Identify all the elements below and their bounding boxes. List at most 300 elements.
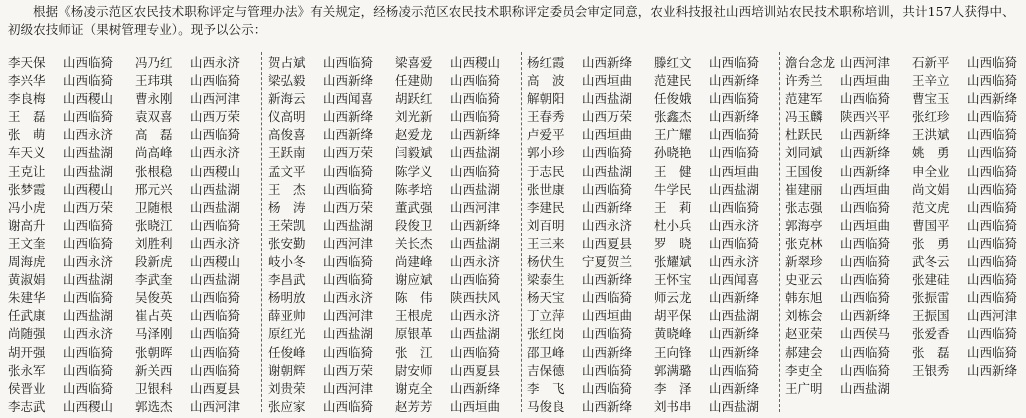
person-name: 任俊峰 (268, 344, 306, 360)
location: 山西垣曲 (582, 308, 633, 324)
person-name: 范文虎 (912, 199, 950, 215)
person-name: 袁双喜 (135, 109, 173, 125)
location: 山西临猗 (450, 272, 501, 288)
list-row (785, 163, 1025, 181)
location: 山西盐湖 (450, 326, 501, 342)
list-row (785, 217, 1025, 235)
location: 山西新绛 (582, 55, 633, 70)
list-row (785, 90, 1025, 108)
list-row (527, 108, 775, 126)
person-name: 范建军 (785, 91, 823, 107)
location: 山西垣曲 (582, 73, 633, 89)
person-name: 张 萌 (8, 127, 46, 143)
list-row (527, 54, 775, 72)
location: 山西临猗 (323, 254, 374, 270)
location: 山西临猗 (840, 290, 891, 306)
person-name: 刘同斌 (785, 145, 823, 161)
person-name: 武冬云 (912, 254, 950, 270)
person-name: 吉保德 (527, 362, 565, 378)
person-name: 张根稳 (135, 163, 173, 179)
person-name: 任俊娥 (654, 91, 692, 107)
person-name: 卫随根 (135, 199, 173, 215)
location: 山西临猗 (323, 344, 374, 360)
person-name: 张 勇 (912, 235, 950, 251)
location: 山西临猗 (190, 127, 241, 143)
location: 山西临猗 (840, 254, 891, 270)
person-name: 高俊喜 (268, 127, 306, 143)
location: 山西永济 (63, 127, 114, 143)
person-name: 杨伏生 (527, 254, 565, 270)
person-name: 赵芳芳 (395, 398, 433, 414)
list-row (268, 144, 516, 162)
location: 山西临猗 (450, 163, 501, 179)
location: 山西永济 (190, 145, 241, 161)
location: 山西永济 (709, 254, 760, 270)
list-row (8, 72, 256, 90)
location: 山西河津 (323, 235, 374, 251)
person-name: 杜跃民 (785, 127, 823, 143)
person-name: 郭满璐 (654, 362, 692, 378)
list-row (268, 163, 516, 181)
person-name: 丁立萍 (527, 308, 565, 324)
name-column-1 (8, 54, 256, 416)
list-row (527, 307, 775, 325)
person-name: 崔占英 (135, 308, 173, 324)
location: 山西临猗 (967, 163, 1018, 179)
location: 山西万荣 (63, 199, 114, 215)
person-name: 陈学义 (395, 163, 433, 179)
location: 山西临猗 (709, 145, 760, 161)
location: 山西永济 (323, 290, 374, 306)
person-name: 曹永刚 (135, 91, 173, 107)
person-name: 张应家 (268, 398, 306, 414)
list-row (268, 271, 516, 289)
person-name: 车天义 (8, 145, 46, 161)
list-row (8, 144, 256, 162)
person-name: 新海云 (268, 91, 306, 107)
list-row (8, 398, 256, 416)
location: 山西垣曲 (582, 127, 633, 143)
person-name: 新翠珍 (785, 254, 823, 270)
person-name: 谢朝辉 (268, 362, 306, 378)
list-row (8, 289, 256, 307)
location: 山西盐湖 (450, 181, 501, 197)
list-row (785, 235, 1025, 253)
person-name: 薛亚帅 (268, 308, 306, 324)
location: 山西垣曲 (840, 217, 891, 233)
location: 山西临猗 (967, 272, 1018, 288)
location: 山西万荣 (323, 145, 374, 161)
location: 山西河津 (840, 55, 891, 70)
list-row (527, 253, 775, 271)
location: 山西稷山 (190, 254, 241, 270)
person-name: 卫银科 (135, 380, 173, 396)
list-row (527, 90, 775, 108)
location: 山西新绛 (709, 380, 760, 396)
location: 山西临猗 (709, 127, 760, 143)
list-row (8, 90, 256, 108)
list-row (785, 108, 1025, 126)
list-row (785, 325, 1025, 343)
person-name: 张 磊 (912, 344, 950, 360)
location: 山西新绛 (709, 73, 760, 89)
person-name: 申全业 (912, 163, 950, 179)
person-name: 王春秀 (527, 109, 565, 125)
location: 山西稷山 (63, 181, 114, 197)
person-name: 师云龙 (654, 290, 692, 306)
list-row (785, 380, 1025, 398)
person-name: 尚建峰 (395, 254, 433, 270)
person-name: 孟文平 (268, 163, 306, 179)
person-name: 董武强 (395, 199, 433, 215)
location: 山西新绛 (582, 344, 633, 360)
person-name: 李良梅 (8, 91, 46, 107)
location: 山西临猗 (582, 290, 633, 306)
person-name: 张克林 (785, 235, 823, 251)
list-row (8, 199, 256, 217)
location: 山西临猗 (967, 217, 1018, 233)
person-name: 姚 勇 (912, 145, 950, 161)
list-row (527, 362, 775, 380)
person-name: 张建硅 (912, 272, 950, 288)
location: 山西临猗 (63, 109, 114, 125)
location: 山西临猗 (840, 362, 891, 378)
person-name: 许秀兰 (785, 73, 823, 89)
list-row (527, 144, 775, 162)
person-name: 刘百明 (527, 217, 565, 233)
person-name: 史亚云 (785, 272, 823, 288)
list-row (8, 271, 256, 289)
location: 山西新绛 (582, 272, 633, 288)
person-name: 郝建会 (785, 344, 823, 360)
name-column-2 (268, 54, 516, 416)
location: 山西永济 (709, 217, 760, 233)
location: 山西临猗 (967, 344, 1018, 360)
location: 山西永济 (582, 217, 633, 233)
location: 山西临猗 (450, 344, 501, 360)
person-name: 赵爱龙 (395, 127, 433, 143)
person-name: 谢应斌 (395, 272, 433, 288)
location: 山西临猗 (450, 91, 501, 107)
location: 山西临猗 (582, 181, 633, 197)
list-row (8, 163, 256, 181)
person-name: 马泽刚 (135, 326, 173, 342)
location: 山西临猗 (190, 73, 241, 89)
person-name: 王 莉 (654, 199, 692, 215)
list-row (527, 289, 775, 307)
person-name: 任武康 (8, 308, 46, 324)
location: 山西临猗 (967, 55, 1018, 70)
location: 山西临猗 (63, 362, 114, 378)
location: 山西临猗 (190, 217, 241, 233)
location: 山西稷山 (450, 55, 501, 70)
location: 山西侯马 (840, 326, 891, 342)
location: 山西临猗 (967, 181, 1018, 197)
person-name: 关长杰 (395, 235, 433, 251)
list-row (8, 217, 256, 235)
location: 山西河津 (190, 91, 241, 107)
list-row (8, 344, 256, 362)
location: 山西盐湖 (63, 308, 114, 324)
location: 山西临猗 (709, 199, 760, 215)
person-name: 王银秀 (912, 362, 950, 378)
list-row (268, 199, 516, 217)
list-row (268, 126, 516, 144)
person-name: 李 泽 (654, 380, 692, 396)
person-name: 罗 晓 (654, 235, 692, 251)
location: 山西河津 (967, 308, 1018, 324)
person-name: 王 健 (654, 163, 692, 179)
location: 山西临猗 (323, 181, 374, 197)
person-name: 李兴华 (8, 73, 46, 89)
location: 山西新绛 (450, 380, 501, 396)
location: 山西临猗 (190, 362, 241, 378)
location: 山西闻喜 (323, 91, 374, 107)
location: 山西临猗 (709, 91, 760, 107)
location: 陕西扶风 (450, 290, 501, 306)
person-name: 张梦霞 (8, 181, 46, 197)
list-row (268, 217, 516, 235)
location: 山西临猗 (967, 109, 1018, 125)
location: 山西盐湖 (582, 163, 633, 179)
person-name: 张晓江 (135, 217, 173, 233)
person-name: 曹宝玉 (912, 91, 950, 107)
person-name: 李武奎 (135, 272, 173, 288)
location: 山西临猗 (840, 91, 891, 107)
person-name: 王 磊 (8, 109, 46, 125)
person-name: 刘贵荣 (268, 380, 306, 396)
location: 山西临猗 (709, 55, 760, 70)
location: 山西永济 (190, 235, 241, 251)
person-name: 陈孝培 (395, 181, 433, 197)
person-name: 李志武 (8, 398, 46, 414)
location: 山西临猗 (582, 362, 633, 378)
list-row (785, 54, 1025, 72)
person-name: 杨 涛 (268, 199, 306, 215)
location: 山西稷山 (63, 91, 114, 107)
list-row (8, 54, 256, 72)
location: 山西夏县 (450, 362, 501, 378)
person-name: 郭选杰 (135, 398, 173, 414)
location: 山西新绛 (709, 326, 760, 342)
location: 山西盐湖 (190, 199, 241, 215)
list-row (785, 362, 1025, 380)
location: 山西万荣 (582, 109, 633, 125)
person-name: 郭小珍 (527, 145, 565, 161)
person-name: 新关西 (135, 362, 173, 378)
location: 山西万荣 (190, 109, 241, 125)
location: 山西垣曲 (840, 181, 891, 197)
list-row (268, 54, 516, 72)
location: 山西临猗 (967, 145, 1018, 161)
person-name: 张志强 (785, 199, 823, 215)
list-row (527, 344, 775, 362)
person-name: 王根虎 (395, 308, 433, 324)
location: 山西新绛 (450, 217, 501, 233)
location: 山西盐湖 (63, 163, 114, 179)
location: 山西盐湖 (450, 145, 501, 161)
person-name: 高 波 (527, 73, 565, 89)
person-name: 王辛立 (912, 73, 950, 89)
location: 山西临猗 (63, 344, 114, 360)
location: 山西新绛 (582, 199, 633, 215)
location: 山西临猗 (840, 344, 891, 360)
list-row (527, 199, 775, 217)
person-name: 牛学民 (654, 181, 692, 197)
location: 陕西兴平 (840, 109, 891, 125)
person-name: 王广明 (785, 380, 823, 396)
location: 山西新绛 (450, 127, 501, 143)
person-name: 张朝晖 (135, 344, 173, 360)
person-name: 原银革 (395, 326, 433, 342)
person-name: 解朝阳 (527, 91, 565, 107)
location: 山西新绛 (323, 73, 374, 89)
list-row (785, 344, 1025, 362)
list-row (8, 108, 256, 126)
location: 山西新绛 (840, 163, 891, 179)
list-row (785, 289, 1025, 307)
person-name: 张耀斌 (654, 254, 692, 270)
location: 山西垣曲 (709, 163, 760, 179)
list-row (785, 271, 1025, 289)
person-name: 邢元兴 (135, 181, 173, 197)
location: 山西闻喜 (709, 272, 760, 288)
person-name: 尉安师 (395, 362, 433, 378)
person-name: 范建民 (654, 73, 692, 89)
person-name: 孙晓艳 (654, 145, 692, 161)
person-name: 谢高升 (8, 217, 46, 233)
person-name: 澹台念龙 (785, 55, 836, 70)
location: 山西河津 (450, 199, 501, 215)
list-row (8, 325, 256, 343)
person-name: 王 杰 (268, 181, 306, 197)
person-name: 王振国 (912, 308, 950, 324)
list-row (785, 307, 1025, 325)
list-row (268, 181, 516, 199)
location: 宁夏贺兰 (582, 254, 633, 270)
person-name: 胡开强 (8, 344, 46, 360)
list-row (527, 181, 775, 199)
location: 山西临猗 (63, 235, 114, 251)
location: 山西临猗 (323, 55, 374, 70)
person-name: 任建勋 (395, 73, 433, 89)
person-name: 杨天宝 (527, 290, 565, 306)
person-name: 仪高明 (268, 109, 306, 125)
location: 山西临猗 (967, 199, 1018, 215)
person-name: 刘胜利 (135, 235, 173, 251)
location: 山西新绛 (967, 362, 1018, 378)
list-row (785, 181, 1025, 199)
location: 山西新绛 (840, 308, 891, 324)
person-name: 王文奎 (8, 235, 46, 251)
name-column-4 (785, 54, 1025, 416)
location: 山西临猗 (63, 73, 114, 89)
person-name: 冯玉麟 (785, 109, 823, 125)
list-row (527, 325, 775, 343)
list-row (268, 235, 516, 253)
person-name: 尚文娟 (912, 181, 950, 197)
location: 山西临猗 (967, 73, 1018, 89)
person-name: 梁喜爱 (395, 55, 433, 70)
name-column-3 (527, 54, 775, 416)
person-name: 张鑫杰 (654, 109, 692, 125)
person-name: 王跃南 (268, 145, 306, 161)
location: 山西临猗 (63, 217, 114, 233)
person-name: 王三来 (527, 235, 565, 251)
person-name: 胡平保 (654, 308, 692, 324)
person-name: 周海虎 (8, 254, 46, 270)
location: 山西河津 (323, 380, 374, 396)
person-name: 韩东旭 (785, 290, 823, 306)
person-name: 杜小兵 (654, 217, 692, 233)
location: 山西临猗 (450, 109, 501, 125)
person-name: 侯晋业 (8, 380, 46, 396)
location: 山西临猗 (582, 380, 633, 396)
list-row (527, 380, 775, 398)
location: 山西临猗 (63, 290, 114, 306)
list-row (268, 90, 516, 108)
person-name: 闫毅斌 (395, 145, 433, 161)
person-name: 岐小冬 (268, 254, 306, 270)
person-name: 王洪斌 (912, 127, 950, 143)
location: 山西临猗 (190, 344, 241, 360)
person-name: 王国俊 (785, 163, 823, 179)
location: 山西永济 (63, 254, 114, 270)
person-name: 李吏全 (785, 362, 823, 378)
person-name: 刘栋会 (785, 308, 823, 324)
person-name: 张爱香 (912, 326, 950, 342)
person-name: 李昌武 (268, 272, 306, 288)
person-name: 曹国平 (912, 217, 950, 233)
list-row (268, 72, 516, 90)
location: 山西盐湖 (63, 272, 114, 288)
location: 山西临猗 (190, 308, 241, 324)
list-row (8, 362, 256, 380)
location: 山西新绛 (709, 290, 760, 306)
location: 山西临猗 (967, 127, 1018, 143)
person-name: 邵卫峰 (527, 344, 565, 360)
notice-text: 根据《杨凌示范区农民技术职称评定与管理办法》有关规定，经杨凌示范区农民技术职称评定委员会审定同意，农业科技报社山西培训站农民技术职称培训，共计157人获得中、初级农技师证（果树管理专业）。现予以公示： (8, 4, 1015, 37)
list-row (785, 72, 1025, 90)
location: 山西垣曲 (840, 73, 891, 89)
location: 山西盐湖 (709, 398, 760, 414)
person-name: 段新虎 (135, 254, 173, 270)
location: 山西临猗 (190, 290, 241, 306)
person-name: 王荣凯 (268, 217, 306, 233)
person-name: 王广耀 (654, 127, 692, 143)
location: 山西永济 (450, 308, 501, 324)
location: 山西万荣 (323, 199, 374, 215)
location: 山西稷山 (190, 163, 241, 179)
location: 山西新绛 (709, 344, 760, 360)
location: 山西盐湖 (709, 308, 760, 324)
location: 山西临猗 (709, 362, 760, 378)
list-row (8, 126, 256, 144)
list-row (8, 235, 256, 253)
person-name: 李建民 (527, 199, 565, 215)
list-row (268, 307, 516, 325)
list-row (785, 126, 1025, 144)
location: 山西盐湖 (450, 235, 501, 251)
list-row (268, 398, 516, 416)
location: 山西永济 (190, 55, 241, 70)
person-name: 梁弘毅 (268, 73, 306, 89)
list-row (527, 126, 775, 144)
list-row (527, 72, 775, 90)
person-name: 郭海亭 (785, 217, 823, 233)
location: 山西盐湖 (323, 326, 374, 342)
list-row (527, 235, 775, 253)
